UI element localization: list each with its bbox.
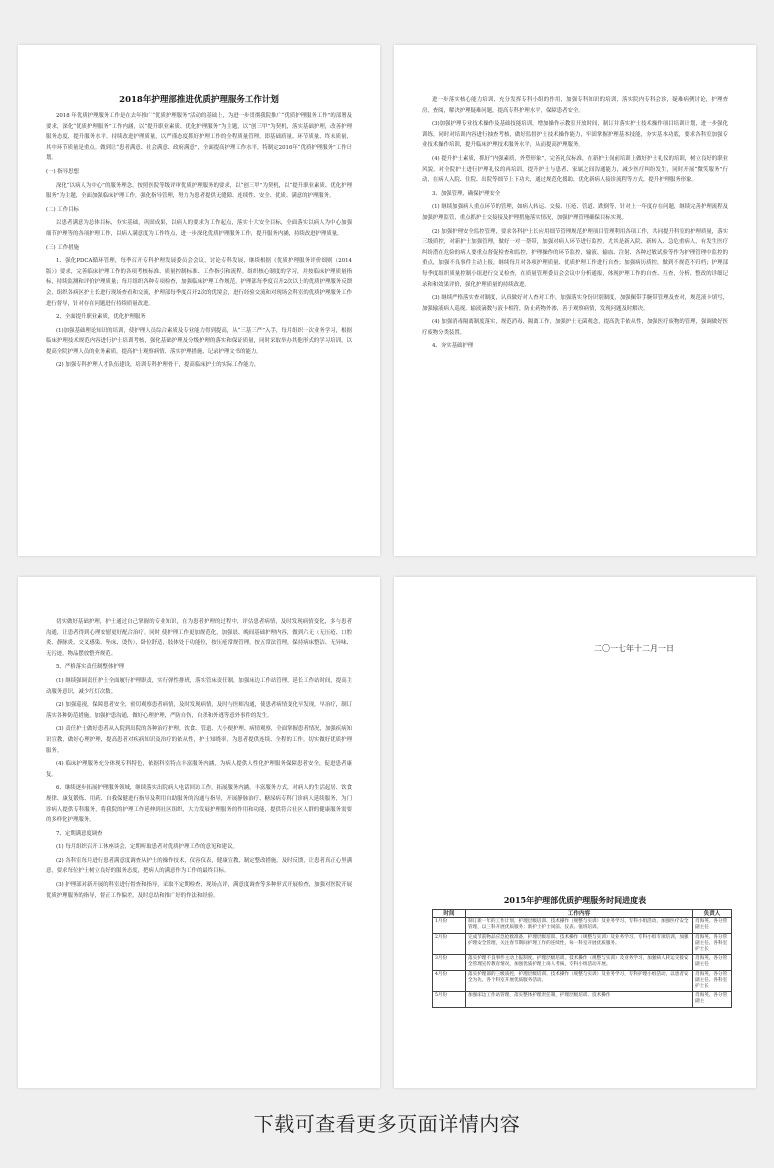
section-heading: (二) 工作目标 [46, 206, 79, 213]
table-title: 2015年护理部优质护理服务时间进度表 [503, 895, 647, 905]
section-heading: (三) 工作措施 [46, 244, 79, 251]
paragraph: (2) 加强巡视，保障患者安全，密切观察患者病情，及时发现病情，及时与医师沟通，使患者病情变化早发现，早治疗，制订落实各种防范措施，加强护患沟通，做好心理护理，严防自伤，自杀和外逃等意外事件的发生。 [46, 702, 352, 719]
table-cell-owner: 肖海英、各分管副主任、各科室护士长 [693, 933, 732, 955]
paragraph: 以患者满意为总体目标，夯实基础，巩固成果，以病人的要求为工作起点，落实十大安全目标，全面落实以病人为中心加强细节护理等的各项护理工作，以病人满意度为工作终点，进一步深化优质护理服务工作，提升服务内涵，持续改进护理质量。 [46, 220, 352, 237]
table-cell-month: 5月份 [433, 992, 466, 1007]
download-more-link[interactable]: 下载可查看更多页面详情内容 [253, 1112, 521, 1136]
table-row [433, 933, 732, 955]
table-cell-owner: 肖海英、各分管副主 [693, 992, 732, 1007]
document-page-2 [394, 45, 756, 556]
paragraph: (1) 每月组织召开工休座谈会，定期听取患者对优质护理工作的意见和建议。 [56, 844, 238, 851]
table-cell-month: 2月份 [433, 933, 466, 955]
paragraph: 1、强化PDCA循环管理，每季召开专科护理发展委员会会议，讨论专科发展，继续根据《优质护理服务评价细则（2014版）》要求，完善临床护理工作的各项考核标准、质量控制标准、工作指引和流程。组织核心制度的学习，并按临床护理质量指标，持续监测和评价护理质量；每月组织各种专项检查，加强临床护理工作规范，护理部每季度召开2次以上的优质护理服务反馈会，组织各病区护士长进行现场查看和交流，护理部每季度召开2次的优境会，进行经验交流和对现场会科室的优质护理服务工作进行督导，针对存在问题进行持续质量改进。 [46, 258, 352, 307]
paragraph: (2) 加强专科护理人才队伍建设，培训专科护理骨干，提高临床护士的实际工作能力， [56, 362, 260, 369]
paragraph: (3) 护理部对新开展的科室进行督查和指导，采取不定期检查，现场点评，满意度调查等多种形式开展检查，加强对医院开展优质护理服务的指导，督正工作偏差，及时总结和推广好的作法和经验。 [46, 882, 352, 899]
table-header-time: 时间 [433, 910, 466, 918]
table-cell-month: 1月份 [433, 918, 466, 933]
paragraph: 深化“以病人为中心”的服务理念，按照医院等级评审优质护理服务的要求，以“创三甲”为契机，以“提升职业素质、优化护理服务”为主题，全面加强临床护理工作，强化指导管理，努力为患者提供无缝隙、连续性、安全、优质、满意的护理服务。 [46, 182, 352, 200]
subsection-heading: 4、夯实基础护理 [432, 343, 474, 350]
subsection-heading: 5、严格落实责任制整体护理 [56, 664, 125, 671]
table-header-row [433, 910, 732, 918]
paragraph: 进一步落实核心能力培训，充分发挥专科小组的作用，加强专科知识的培训，落实院内专科会诊，疑难病例讨论，护理查房，查阅，解决护理疑难问题，提高专科护理水平，保障患者安全。 [422, 97, 728, 114]
paragraph: (3)加强护理专业技术操作及基础技能培训，增加操作示教室开放时间，制订并落实护士技术操作项目培训计划，进一步强化训练。同时对培训内容进行抽查考核，做好监督护士技术操作能力，牢固掌握护理基本技能，夯实基本功底，要求各科室加强专业技术操作培训，提升临床护理技术服务水平，从而提高护理服务。 [422, 121, 728, 149]
paragraph: (2) 各科室每月进行患者满意度调查从护士的操作技术，仪容仪表，健康宣教，制定整改措施，及时反馈，让患者真正心里满意，要求每位护士树立良好的服务态度，把病人的满意作为工作的最终目标。 [46, 857, 352, 875]
paragraph: 2018 年优质护理服务工作是在去年推广“优质护理服务”活动的基础上，为进一步贯彻我院推广“优质护理服务工作”的部署及要求，深化“优质护理服务”工作内涵，以“提升职业素质、优化护理服务”为主题，以“创三甲”为契机，落实基础护理，改善护理服务态度，提升服务水平，持续改进护理质量，以严谨态度抓好护理工作的全程质量管理，即基础质量、环节质量、终末质量，其中环节质量是重点。做到让“患者满意、社会满意、政府满意”，全面提高护理工作水平，特制定2016年“优质护理服务”工作计划。 [46, 113, 352, 162]
paragraph: (3) 责任护士做好患者从入院到出院的各种治疗护理，饮食、管道、大小便护理、病情观察，全面掌握患者情况，加强疾病知识宣教，做好心理护理，提高患者对疾病知识及治疗的依从性，护士知晓率，为患者提供连续、全程的工作。切实做好优质护理服务。 [46, 726, 352, 754]
paragraph: 切实做好基础护理，护士通过自己掌握的专业知识，在为患者护理的过程中，评估患者病情，及时发现病情变化，多与患者沟通，让患者得到心理安慰更好配合治疗。同时 使护理工作更加规范化，加强晨、晚间基础护理内容，做到六无（无压疮、口腔炎、静脉炎、交叉感染、坠床、烫伤），卧位舒适，肢体处于功能位，按压疮常规管理，按五常法管理，保持病床整洁、无异味、无污迹，物品摆放整齐规范。 [46, 619, 352, 657]
table-cell-month: 4月份 [433, 970, 466, 992]
document-page-1 [18, 45, 380, 556]
paragraph: (1)加强基础理论知识的培训，使护理人员综合素质及专业能力得到提高，从“三基三严”入手，每月组织一次业务学习，根据临床护理技术规范内容进行护士培训考核，强化基础护理及分级护理的落实和保证质量，同时采取举办其他形式的学习培训，以提高全院护理人员的业务素质，提高护士观察病情、落实护理措施、记录护理文书的能力。 [46, 327, 352, 355]
paragraph: (4) 临床护理服务充分体现专科特色，依据科室特点丰富服务内涵，为病人提供人性化护理服务保障患者安全，促进患者康复。 [46, 761, 352, 778]
document-page-4 [394, 577, 756, 1088]
table-cell-owner: 肖海英、各分管副主任 [693, 955, 732, 970]
table-cell-content: 制订新一年的工作计划，护理层级培训、技术操作（规整与实训）及业务学习、专科小组活动，加强医疗安全管理，以三科开展优质服务；新护士护士岗前、仪表、值班培训。 [466, 918, 693, 933]
paragraph: (2) 加强护理安全监控管理，要求各科护士长应用细节管理规范护理项目管理利用各项工作，共同提升科室的护理质量，落实三级质控，对新护士加强管理，做好一对一帮带，加强对病人环节进行监控，尤其是新入院、新转入、急危重病人，有发生医疗纠纷潜在危险的病人要重点督促检查和监控，护理操作的环节监控，输液、输血、注射、各种过敏试验等作为护理管理中监控的重点，加强不良事件主动上报，继续每月对各项护理质量、优质护理工作进行自查；加强病历质控，做到不规范不归档；护理部每季度组织质量控制小组进行交叉检查，在质量管理委员会会议中分析通报，体现护理工作的自查、互查，分析、整改的详细记录和和效果评价，强化护理质量的持续改进。 [422, 228, 728, 288]
paragraph: (1) 继续强调责任护士全面履行护理职责，实行弹性排班，落实管床责任制，加强床边工作站管理，延长工作站时间，提高主动服务意识，减少红灯次数。 [46, 677, 352, 695]
table-row [433, 970, 732, 992]
subsection-heading: 3、加强管理，确保护理安全 [432, 190, 501, 197]
section-heading: (一) 指导思想 [46, 168, 79, 175]
schedule-table [432, 909, 732, 1008]
table-cell-content: 落实护理不良事件主动上报制度。护理层级培训、技术操作（规整与实训）及业务学习、加强病人转运交接安全管理宣传教育情况，加强优质护理上岗人考核，专科小组活动开展。 [466, 955, 693, 970]
document-title: 2018年护理部推进优质护理服务工作计划 [119, 95, 279, 105]
table-cell-owner: 肖海英、各分管副主任 [693, 918, 732, 933]
table-row [433, 918, 732, 933]
table-cell-month: 3月份 [433, 955, 466, 970]
paragraph: (4) 加强消毒隔离制度落实，规范消毒、隔离工作，加强护士无菌观念，提高洗手依从性，加强医疗废物的管理，强调做好医疗废物分类装置。 [422, 319, 728, 336]
table-cell-content: 加强床边工作站管理，落实整体护理责任制，护理层级培训、技术操作 [466, 992, 693, 1007]
table-row [433, 992, 732, 1007]
paragraph: (3) 继续严格落实查对制度，认真做好对人查对工作，加强落实身份识别制度，加强佩带手腕带管理及查对，规范液卡填写，加强输液病人巡视，输液滴数与液卡相符，防止药物外渗，善于观察病情，发现问题及时解决。 [422, 295, 728, 312]
table-cell-owner: 肖海英、各分管副主任、各科室护士长 [693, 970, 732, 992]
table-cell-content: 完成节前物品应急抢救准备，护理层级培训、技术操作（规整与实训）及业务学习、专科小组专项培训，加强护理安全管理，关注春节期间护理工作的连续性，每一科室开展优质服务。 [466, 933, 693, 955]
subsection-heading: 7、定期满意度调查 [56, 830, 103, 837]
paragraph: 6、继续逐步拓展护理服务领域，继续落实出院病人电话回访工作，拓展服务内涵，丰富服务方式，对病人的生活起居、饮食规律、康复锻炼、用药、自我保健进行指导及利用自助服务的沟通与指导，开展静脉治疗、糖尿病专科门诊病人延续服务，为门诊病人提供专科服务，将我院的护理工作延伸到社区组织，大力发展护理服务的作用和功能，提供符合社区人群的健康服务需要的多样化护理服务。 [46, 785, 352, 824]
paragraph: (1) 继续加强病人重点环节的管理，如病人转运、交接、压疮、管道、跌倒等，针对上一年度存在问题，继续完善护理流程及加强护理监管，重点抓护士交接接及护理措施落实情况，加强护理管理确保目标实现。 [422, 204, 728, 221]
subsection-heading: 2、全面提升职业素质，优化护理服务 [56, 314, 146, 321]
table-row [433, 955, 732, 970]
table-header-owner: 负责人 [693, 910, 732, 918]
paragraph: (4) 提升护士素质，抓好“内强素质，外塑形象”，完善礼仪标准，在新护士岗前培训上做好护士礼仪的培训，树立良好的职业风貌，对全院护士进行护理礼仪的再培训，提升护士与患者、家属之间沟通能力，减少医疗纠纷发生，同时开展“微笑服务”行动，在病人入院、住院、出院等细节上下功夫，通过规范化援助，优化新病人接诊流程等方式，提升护理服务形象。 [422, 155, 728, 184]
document-date: 二〇一七年十二月一日 [594, 644, 674, 653]
document-page-3 [18, 577, 380, 1088]
table-cell-content: 落实护理部的三级质控，护理层级培训、技术操作（规整与实训）及业务学习，专科护理小组活动，以患者安全为先，各个科室开展优质服务活动。 [466, 970, 693, 992]
table-header-content: 工作内容 [466, 910, 693, 918]
